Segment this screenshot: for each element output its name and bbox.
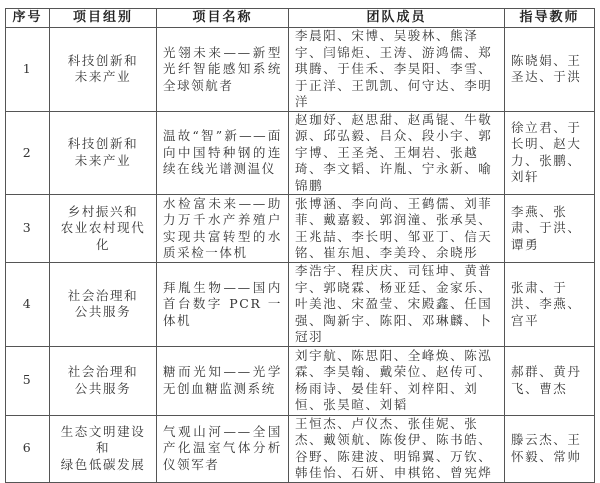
- table-row: [6, 195, 595, 263]
- header-advisors: 指导教师: [505, 9, 595, 28]
- row-advisors: 张肃、于洪、李燕、宫平: [505, 263, 595, 347]
- row-project-name: 温故“智”新——面向中国特种钢的连续在线光谱测温仪: [157, 111, 289, 195]
- group-line: 未来产业: [74, 69, 132, 85]
- row-advisors: 徐立君、于长明、赵大力、张鹏、刘轩: [505, 111, 595, 195]
- row-project-name: 水检富未来——助力万千水产养殖户实现共富转型的水质采检一体机: [157, 195, 289, 263]
- row-index: 6: [6, 415, 50, 482]
- row-team-members: 王恒杰、卢仪杰、张佳妮、张杰、戴领航、陈俊伊、陈书皓、谷野、陈建波、明锦翼、万钦、韩佳怡、石妍、申棋铭、曾宪烨: [289, 415, 505, 482]
- row-advisors: 郝群、黄丹飞、曹杰: [505, 346, 595, 415]
- group-line: 公共服务: [74, 304, 132, 320]
- table-row: [6, 111, 595, 195]
- row-index: 2: [6, 111, 50, 195]
- row-project-name: 糖而光知——光学无创血糖监测系统: [157, 346, 289, 415]
- group-line: 绿色低碳发展: [60, 456, 146, 472]
- row-team-members: 李浩宇、程庆庆、司钰坤、黄普宇、郭晓霖、杨亚廷、金家乐、叶美池、宋盈莹、宋殿鑫、任国强、陶新宇、陈阳、邓琳麟、卜冠羽: [289, 263, 505, 347]
- row-team-members: 赵珈妤、赵思甜、赵禹锟、牛敬源、邱弘毅、吕众、段小宇、郭宇博、王圣尧、王炯岩、张越琦、李文韬、许胤、宁永新、喻锦鹏: [289, 111, 505, 195]
- row-index: 1: [6, 28, 50, 112]
- group-line: 科技创新和: [67, 52, 139, 68]
- row-advisors: 陈晓娟、王圣达、于洪: [505, 28, 595, 112]
- row-project-name: 光翎未来——新型光纤智能感知系统全球领航者: [157, 28, 289, 112]
- row-group: [50, 346, 157, 415]
- group-line: 农业农村现代化: [60, 220, 146, 252]
- row-index: 4: [6, 263, 50, 347]
- row-index: 5: [6, 346, 50, 415]
- row-advisors: 李燕、张肃、于洪、谭勇: [505, 195, 595, 263]
- group-line: 科技创新和: [67, 136, 139, 152]
- header-index: 序号: [6, 9, 50, 28]
- row-group: [50, 28, 157, 112]
- group-line: 社会治理和: [67, 287, 139, 303]
- group-line: 公共服务: [74, 380, 132, 396]
- table-row: [6, 415, 595, 482]
- row-team-members: 李晨阳、宋博、吴骏林、熊泽宇、闫锦炬、王涛、游鸿儒、郑琪腾、于佳禾、李昊阳、李雪、于正洋、王凯凯、何守达、李明洋: [289, 28, 505, 112]
- row-team-members: 张博涵、李向尚、王鹤儒、刘菲菲、戴嘉毅、郭润潼、张承昊、王兆喆、李长明、邹亚丁、信天铭、崔东旭、李美玲、余晓彤: [289, 195, 505, 263]
- table-row: [6, 28, 595, 112]
- header-team-members: 团队成员: [289, 9, 505, 28]
- group-line: 社会治理和: [67, 364, 139, 379]
- group-line: 生态文明建设和: [60, 423, 146, 456]
- row-team-members: 刘宇航、陈思阳、全峰焕、陈泓霖、李昊翰、戴荣位、赵传可、杨雨诗、晏佳轩、刘梓阳、刘恒、张昊暄、刘韬: [289, 346, 505, 415]
- group-line: 乡村振兴和: [67, 203, 139, 219]
- project-table: [5, 8, 595, 483]
- row-group: [50, 263, 157, 347]
- header-row: [6, 9, 595, 28]
- row-project-name: 拜胤生物——国内首台数字 PCR 一体机: [157, 263, 289, 347]
- row-index: 3: [6, 195, 50, 263]
- group-line: 未来产业: [74, 152, 132, 168]
- row-advisors: 滕云杰、王怀毅、常帅: [505, 415, 595, 482]
- header-project-name: 项目名称: [157, 9, 289, 28]
- table-row: [6, 346, 595, 415]
- header-group: 项目组别: [50, 9, 157, 28]
- row-group: [50, 415, 157, 482]
- row-group: [50, 195, 157, 263]
- table-row: [6, 263, 595, 347]
- row-project-name: 气观山河——全国产化温室气体分析仪领军者: [157, 415, 289, 482]
- row-group: [50, 111, 157, 195]
